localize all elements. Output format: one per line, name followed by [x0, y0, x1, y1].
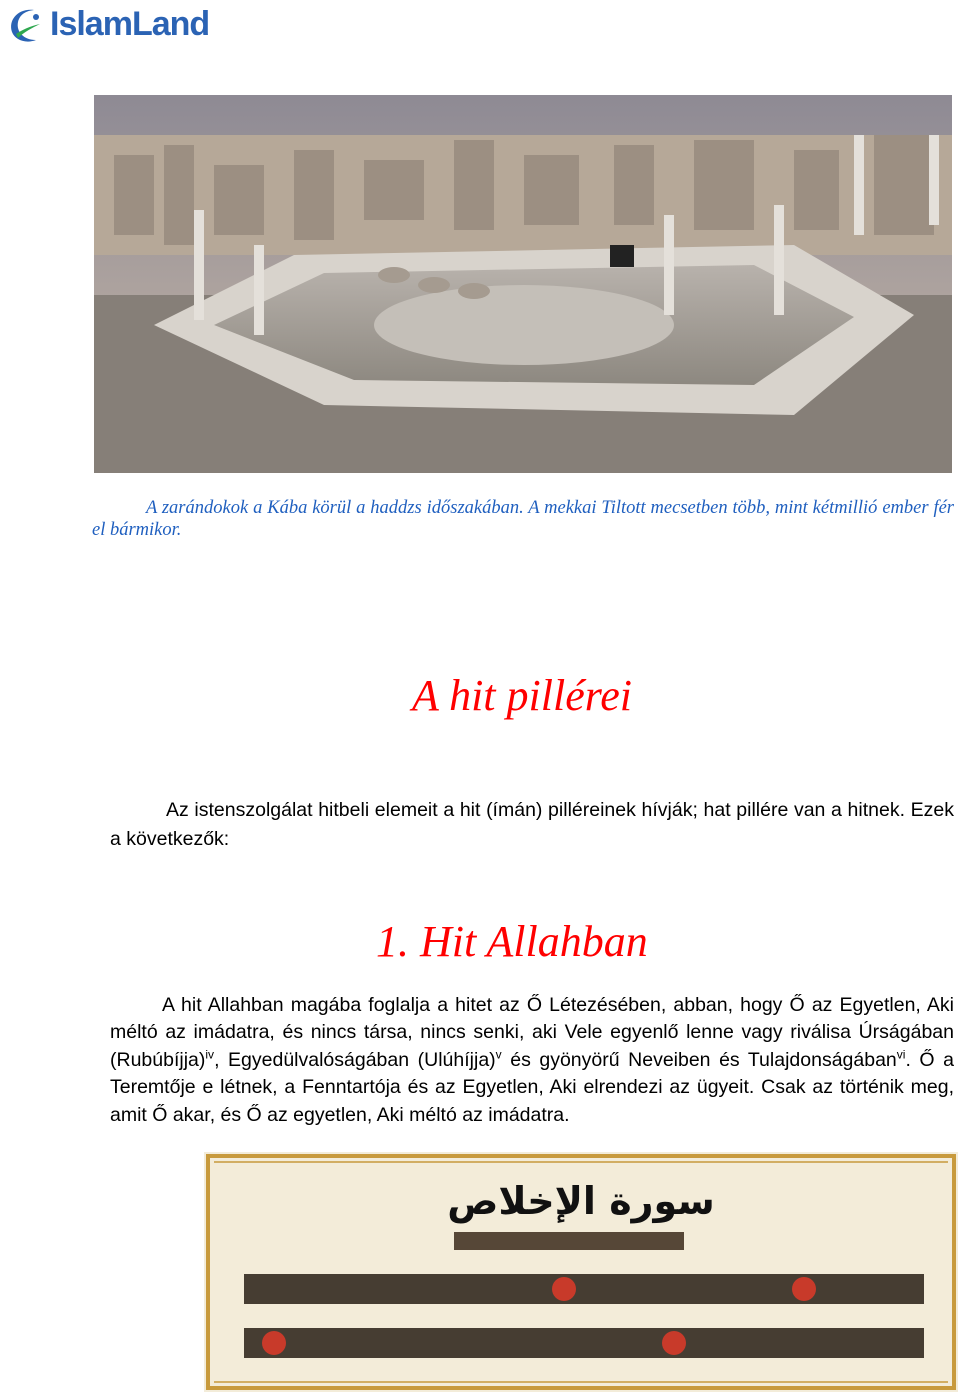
brand-name: IslamLand [50, 4, 210, 43]
body-text-1: A hit Allahban magába foglalja a hitet az Ő Létezésében, abban, hogy Ő az Egyetlen, Aki méltó az imádatra, és nincs társa, nincs senki, aki Vele egyenlő lenne vagy riválisa Úrságában (Rubúbíjja) [110, 994, 954, 1071]
surah-title: سورة الإخلاص [447, 1179, 715, 1223]
intro-paragraph: Az istenszolgálat hitbeli elemeit a hit (ímán) pilléreinek hívják; hat pillére van a hitnek. Ezek a következők: [110, 799, 954, 850]
body-text-2: , Egyedülvalóságában (Ulúhíjja) [214, 1048, 496, 1071]
photo-caption: A zarándokok a Kába körül a haddzs időszakában. A mekkai Tiltott mecsetben több, mint kétmillió ember fér el bármikor. [92, 498, 954, 540]
surah-al-ikhlas-image [204, 1152, 958, 1392]
footnote-ref-iv[interactable]: iv [205, 1047, 215, 1062]
footnote-ref-vi[interactable]: vi [896, 1047, 906, 1062]
body-paragraph [110, 992, 954, 1129]
section-heading: 1. Hit Allahban [376, 917, 648, 966]
mecca-grand-mosque-photo [94, 95, 952, 473]
footnote-ref-v[interactable]: v [495, 1047, 502, 1062]
body-text-4: . Ő a Teremtője e létnek, a Fenntartója és az Egyetlen, Aki elrendezi az ügyeit. Csak az történik meg, amit Ő akar, és Ő az egyetlen, Aki méltó az imádatra. [110, 1048, 954, 1126]
crescent-logo-icon [4, 4, 48, 44]
islamland-logo[interactable] [4, 4, 209, 44]
body-text-3: és gyönyörű Neveiben és Tulajdonságában [501, 1048, 897, 1071]
page-heading: A hit pillérei [412, 671, 632, 720]
